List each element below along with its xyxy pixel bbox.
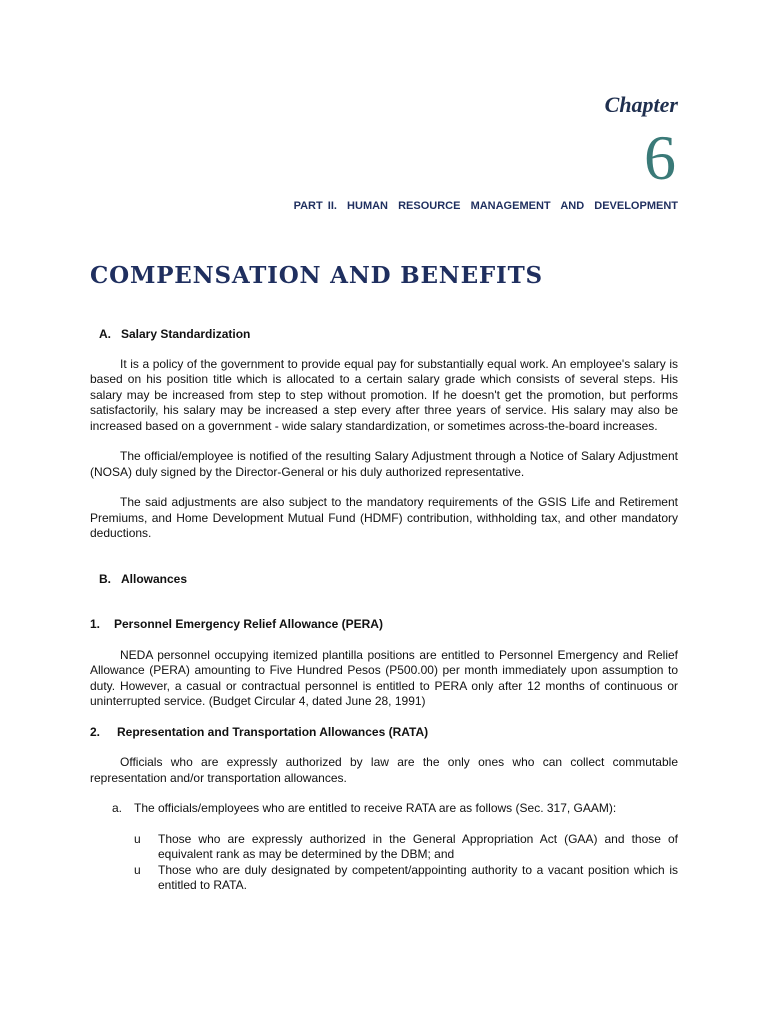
page-title: COMPENSATION AND BENEFITS [90,262,543,289]
pera-heading [90,617,678,633]
list-item-text: Those who are expressly authorized in the General Appropriation Act (GAA) and those of equivalent rank as may be determined by the DBM; and [158,831,678,861]
list-item [134,863,678,894]
rata-paragraph: Officials who are expressly authorized by law are the only ones who can collect commutable representation and/or transportation allowances. [90,755,678,785]
section-b-title: Allowances [121,571,188,586]
bullet-marker: u [134,831,141,846]
section-a-label: A. [99,327,111,341]
rata-sub-item-a [112,801,678,817]
rata-heading [90,725,678,741]
list-item-text: Those who are duly designated by competent/appointing authority to a vacant position which is entitled to RATA. [158,862,678,892]
list-item [134,832,678,863]
part-heading: PART II. HUMAN RESOURCE MANAGEMENT AND DEVELOPMENT [293,200,678,212]
section-b-heading [90,572,678,588]
document-body [90,327,678,894]
sub-a-label: a. [112,801,123,815]
salary-paragraph-2: The official/employee is notified of the resulting Salary Adjustment through a Notice of Salary Adjustment (NOSA) duly signed by the Director-General or his duly authorized representative. [90,449,678,479]
pera-label: 1. [90,617,101,631]
pera-title: Personnel Emergency Relief Allowance (PERA) [114,617,383,631]
salary-paragraph-3: The said adjustments are also subject to the mandatory requirements of the GSIS Life and Retirement Premiums, and Home Development Mutual Fund (HDMF) contribution, withholding tax, and other mandatory deductions. [90,495,678,540]
pera-paragraph: NEDA personnel occupying itemized plantilla positions are entitled to Personnel Emergency and Relief Allowance (PERA) amounting to Five Hundred Pesos (P500.00) per month immediately upon assumption to duty. However, a casual or contractual personnel is entitled to PERA only after 12 months of continuous or uninterrupted service. (Budget Circular 4, dated June 28, 1991) [90,647,678,708]
section-b-label: B. [99,571,111,586]
chapter-word: Chapter [604,92,678,117]
chapter-number: 6 [644,122,676,193]
section-a-heading [90,327,678,343]
section-a-title: Salary Standardization [121,327,251,341]
rata-label: 2. [90,724,101,739]
sub-a-text: The officials/employees who are entitled to receive RATA are as follows (Sec. 317, GAAM): [134,801,617,815]
rata-title: Representation and Transportation Allowances (RATA) [117,724,429,739]
salary-paragraph-1: It is a policy of the government to provide equal pay for substantially equal work. An employee's salary is based on his position title which is allocated to a certain salary grade which consists of several steps. His salary may be increased from step to step without promotion. If he doesn't get the promotion, but performs satisfactorily, his salary may be increased a step every after three years of service. His salary may also be increased based on a government - wide salary standardization, or sometimes across-the-board increases. [90,356,678,433]
rata-eligibility-list [90,832,678,894]
bullet-marker: u [134,862,141,877]
